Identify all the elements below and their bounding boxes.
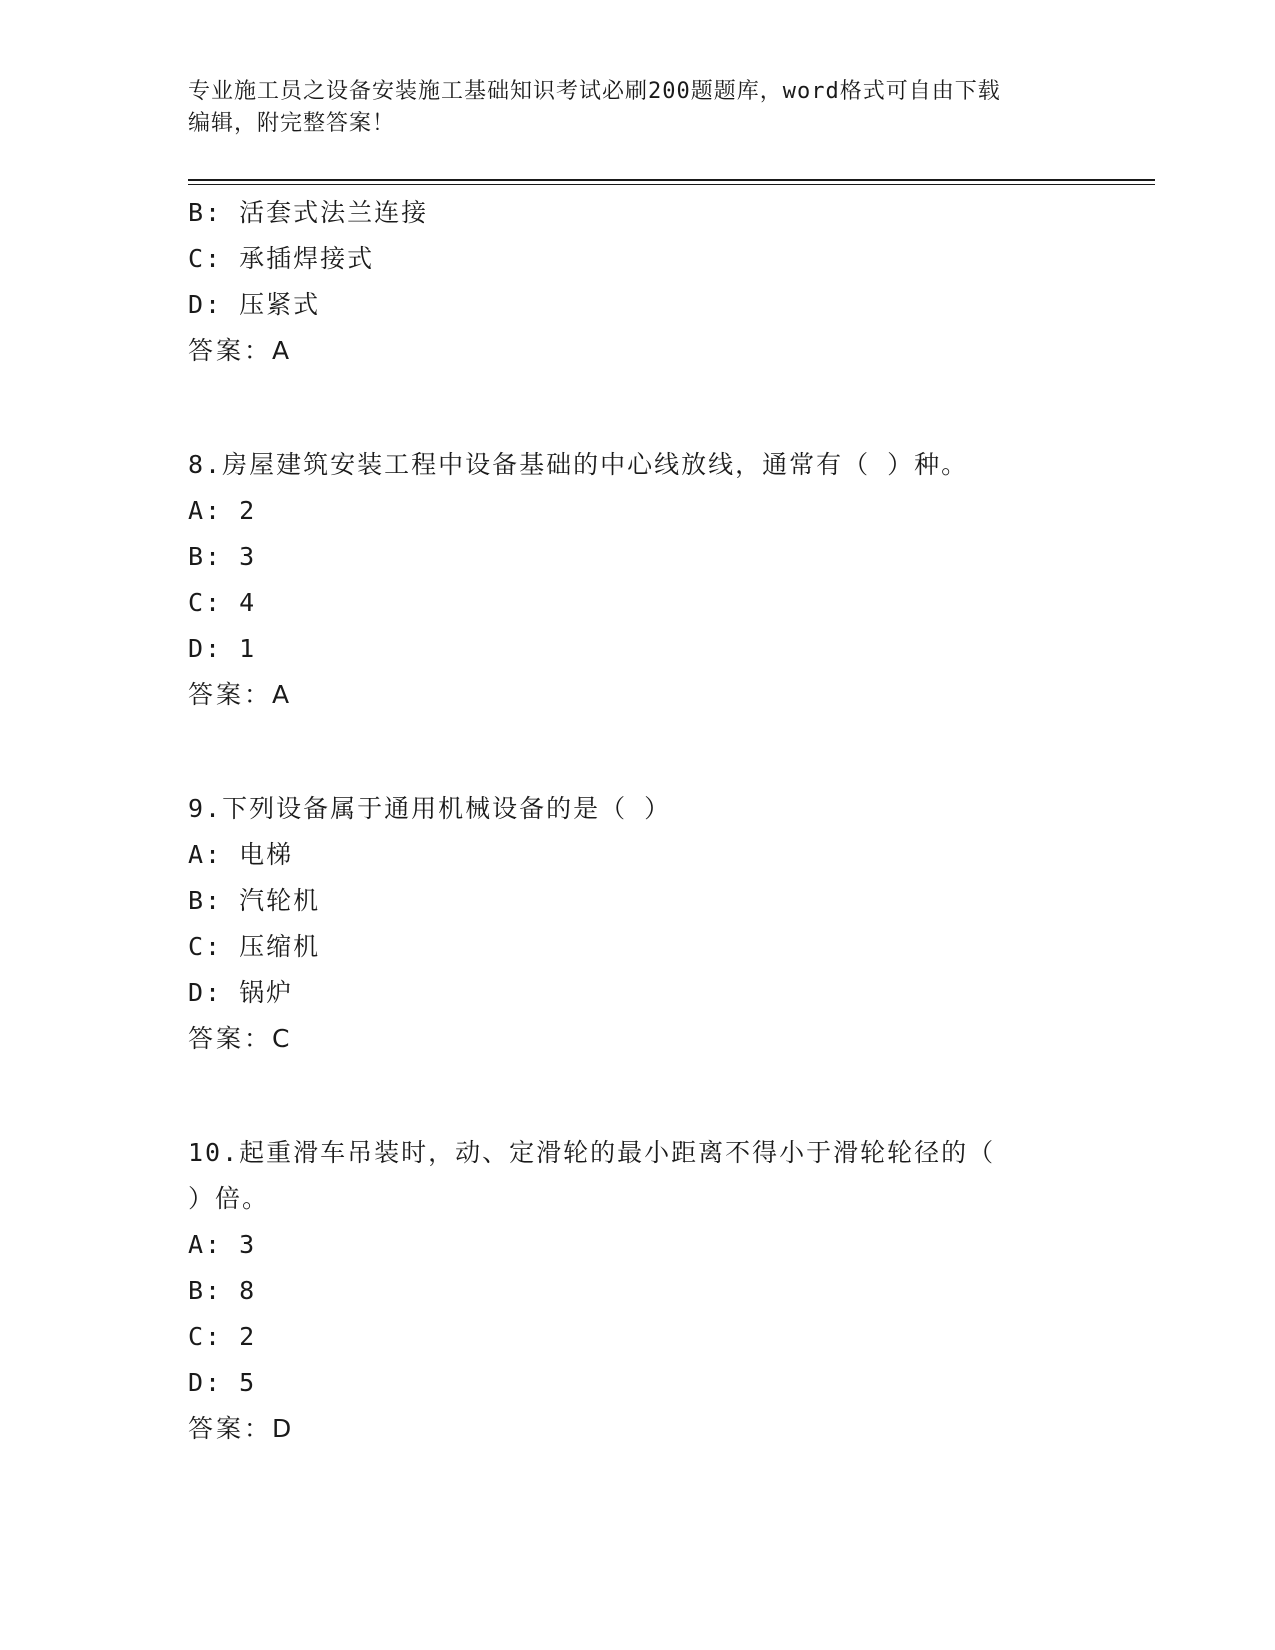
answer-line: 答案：D <box>188 1414 295 1443</box>
option-b: B: 3 <box>188 542 257 571</box>
spacer <box>188 374 1108 442</box>
option-a: A: 3 <box>188 1230 257 1259</box>
option-c: C: 4 <box>188 588 257 617</box>
header-title-line-1: 专业施工员之设备安装施工基础知识考试必刷200题题库，word格式可自由下载 <box>188 79 1001 104</box>
option-a: A: 2 <box>188 496 257 525</box>
question-text: 8.房屋建筑安装工程中设备基础的中心线放线，通常有（ ）种。 <box>188 450 969 479</box>
answer-line: 答案：C <box>188 1024 293 1053</box>
question-block-8 <box>188 442 1108 718</box>
question-list <box>188 190 1108 1452</box>
question-block-10 <box>188 1130 1108 1452</box>
option-b: B: 汽轮机 <box>188 886 321 915</box>
spacer <box>188 1062 1108 1130</box>
document-header <box>188 76 1088 140</box>
header-divider-thick <box>188 179 1155 181</box>
question-text-line-2: ）倍。 <box>188 1184 270 1213</box>
answer-line: 答案：A <box>188 680 293 709</box>
option-d: D: 5 <box>188 1368 257 1397</box>
header-title-line-2: 编辑，附完整答案！ <box>188 111 396 136</box>
header-divider-thin <box>188 184 1155 185</box>
option-a: A: 电梯 <box>188 840 294 869</box>
option-c: C: 承插焊接式 <box>188 244 375 273</box>
option-d: D: 压紧式 <box>188 290 321 319</box>
option-c: C: 2 <box>188 1322 257 1351</box>
spacer <box>188 718 1108 786</box>
question-text: 9.下列设备属于通用机械设备的是（ ） <box>188 794 672 823</box>
answer-line: 答案：A <box>188 336 293 365</box>
question-block-continued <box>188 190 1108 374</box>
option-b: B: 活套式法兰连接 <box>188 198 429 227</box>
option-d: D: 1 <box>188 634 257 663</box>
option-d: D: 锅炉 <box>188 978 294 1007</box>
question-block-9 <box>188 786 1108 1062</box>
question-text-line-1: 10.起重滑车吊装时，动、定滑轮的最小距离不得小于滑轮轮径的（ <box>188 1138 996 1167</box>
option-b: B: 8 <box>188 1276 257 1305</box>
option-c: C: 压缩机 <box>188 932 321 961</box>
